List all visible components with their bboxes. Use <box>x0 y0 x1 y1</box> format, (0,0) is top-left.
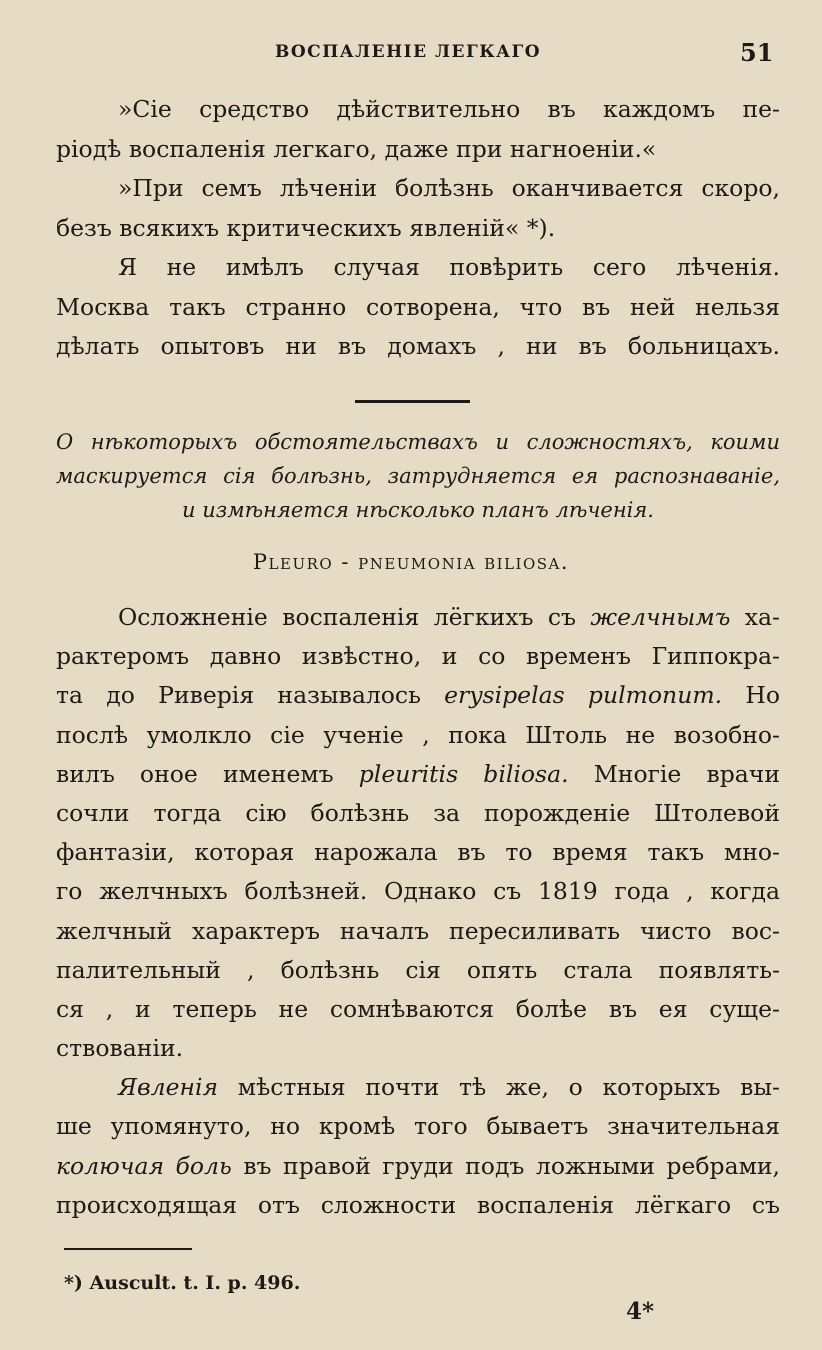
section-divider <box>355 400 470 403</box>
text-line: дѣлать опытовъ ни въ домахъ , ни въ больницахъ. <box>56 332 780 360</box>
text-line: Явленія мѣстныя почти тѣ же, о которыхъ вы- <box>118 1073 780 1102</box>
text-line: Москва такъ странно сотворена, что въ ней нельзя <box>56 292 780 321</box>
text-line: »Сіе средство дѣйствительно въ каждомъ пе- <box>118 95 780 123</box>
signature-mark: 4* <box>626 1298 655 1325</box>
text-line: та до Риверія называлось erysipelas pulmonum. Но <box>56 681 780 710</box>
running-title: ВОСПАЛЕНІЕ ЛЕГКАГО <box>275 42 542 62</box>
text-line: колючая боль въ правой груди подъ ложными ребрами, <box>56 1151 780 1180</box>
text-line: ствованіи. <box>56 1034 184 1063</box>
text-line: Осложненіе воспаленія лёгкихъ съ желчнымъ ха- <box>118 603 780 631</box>
section-caption <box>56 425 780 527</box>
footnote-divider <box>64 1248 192 1250</box>
text-line: безъ всякихъ критическихъ явленій« *). <box>56 213 556 242</box>
text-line: го желчныхъ болѣзней. Однако съ 1819 года , когда <box>56 877 780 906</box>
footnote-marker: *) <box>64 1272 83 1294</box>
text-line: вилъ оное именемъ pleuritis biliosa. Многіе врачи <box>56 759 780 788</box>
text-line: происходящая отъ сложности воспаленія лёгкаго съ <box>56 1190 780 1219</box>
text-line: палительный , болѣзнь сія опять стала появлять- <box>56 955 780 984</box>
top-paragraphs <box>56 90 780 367</box>
page-number: 51 <box>740 38 774 67</box>
subheading: Pleuro - pneumonia biliosa. <box>252 550 570 574</box>
footnote-text: Auscult. t. I. p. 496. <box>89 1272 301 1294</box>
text-line: ріодѣ воспаленія легкаго, даже при нагноеніи.« <box>56 134 657 163</box>
text-line: ся , и теперь не сомнѣваются болѣе въ ея суще- <box>56 994 780 1023</box>
text-line: сочли тогда сію болѣзнь за порожденіе Штолевой <box>56 798 780 827</box>
text-line: Я не имѣлъ случая повѣрить сего лѣченія. <box>118 253 780 281</box>
main-paragraphs <box>56 598 780 1225</box>
text-line: послѣ умолкло сіе ученіе , пока Штоль не возобно- <box>56 720 780 749</box>
text-line: »При семъ лѣченіи болѣзнь оканчивается скоро, <box>118 174 780 202</box>
text-line: фантазіи, которая нарожала въ то время такъ мно- <box>56 838 780 867</box>
text-line: ше упомянуто, но кромѣ того бываетъ значительная <box>56 1112 780 1141</box>
caption-line: О нѣкоторыхъ обстоятельствахъ и сложностяхъ, коими <box>56 430 780 454</box>
text-line: рактеромъ давно извѣстно, и со временъ Гиппокра- <box>56 642 780 671</box>
text-line: желчный характеръ началъ пересиливать чисто вос- <box>56 916 780 945</box>
caption-line: маскируется сія болѣзнь, затрудняется ея распознаваніе, <box>56 464 780 488</box>
caption-line: и измѣняется нѣсколько планъ лѣченія. <box>182 498 654 522</box>
footnote <box>64 1272 300 1294</box>
